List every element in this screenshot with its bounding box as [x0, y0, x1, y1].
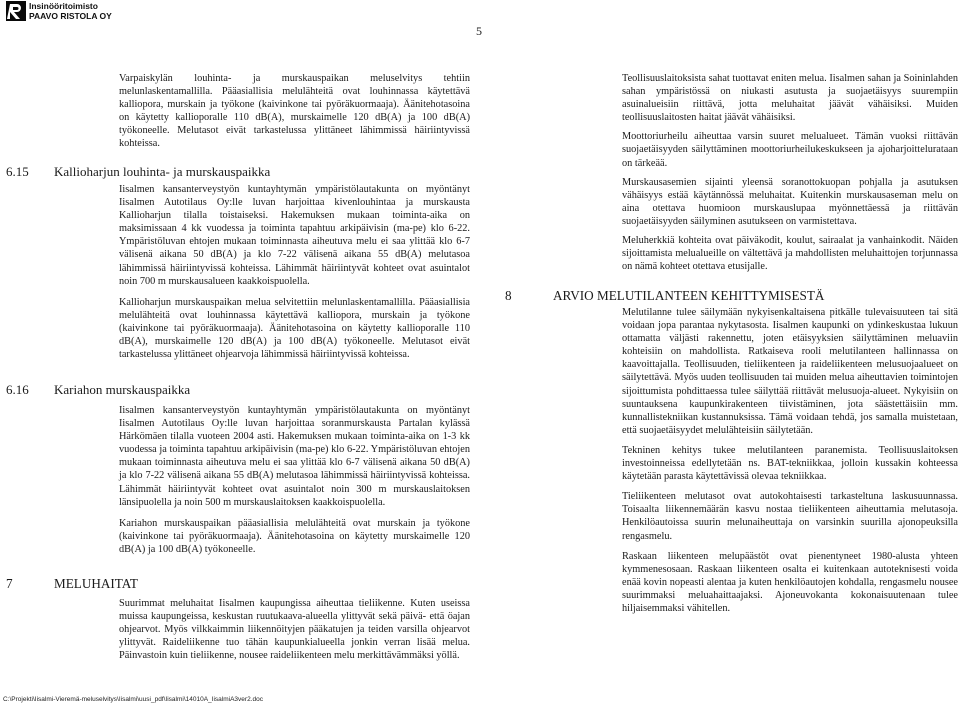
- s8-paragraph-3: Tieliikenteen melutasot ovat autokohtaisesti tarkasteltuna laskusuunnassa. Toisaalta liikennemäärän kasvu nostaa tieliikenteen aiheuttamia melutasoja. Henkilöautoissa suurin melunaiheuttaja on varsinkin suurilla ajonopeuksilla rengasmelu.: [622, 491, 958, 542]
- s7-paragraph-1: Suurimmat meluhaitat Iisalmen kaupungissa aiheuttaa tieliikenne. Kuten useissa muissa kaupungeissa, keskustan ruutukaava-alueella ylittyvät sekä päivä- että öajan ohjearvot. Myös vilkkaimmin liikennöityjen pääkatujen ja teiden varsilla ohjearvot ylittyvät. Raideliikenne tuo tähän kaupunkialueella jonkin verran lisää melua. Päinvastoin kuin tieliikenne, nousee raideliikenteen melu merkittävämmäksi yöllä.: [119, 598, 470, 662]
- right-paragraph-2: Moottoriurheilu aiheuttaa varsin suuret melualueet. Tämän vuoksi riittävän suojaetäisyyden säilyttäminen moottoriurheilukeskukseen ja ajoharjoittelurataan on tärkeää.: [622, 131, 958, 169]
- section-7-body: [119, 597, 470, 662]
- page-number: 5: [476, 24, 482, 38]
- section-title: ARVIO MELUTILANTEEN KEHITTYMISESTÄ: [553, 288, 825, 303]
- logo-line2: PAAVO RISTOLA OY: [29, 11, 112, 21]
- section-8-body: [622, 306, 958, 615]
- section-8-heading: [505, 288, 824, 304]
- footer-file-path: C:\Projekti\Iisalmi-Vieremä-meluselvitys\Iisalmi\uusi_pdf\Iisalmi\14010A_IisalmiA3ver2.doc: [3, 696, 263, 703]
- intro-text: Varpaiskylän louhinta- ja murskauspaikan meluselvitys tehtiin melunlaskentamallilla. Pääasiallisia melulähteitä ovat louhinnassa käytettävä kalliopora, murskain ja työkone (kaivinkone tai pyöräkuormaaja). Äänitehotasoina on käytetty kallioporalle 110 dB(A), murskaimelle 120 dB(A) ja 100 dB(A) työkoneelle. Melutasot eivät tarkastelussa ylittäneet lähimmissä häiriintyvissä kohteissa.: [119, 73, 470, 150]
- right-paragraph-3: Murskausasemien sijainti yleensä soranottokuopan pohjalla ja asutuksen vähäisyys estää käytännössä meluhaitat. Kuitenkin murskausaseman melu on aina otettava huomioon murskauslupaa myönnettäessä ja riittävän suojaetäisyyden säilyminen asutukseen on varmistettava.: [622, 176, 958, 227]
- s616-paragraph-2: Kariahon murskauspaikan pääasiallisia melulähteitä ovat murskain ja työkone (kaivinkone tai pyöräkuormaaja). Äänitehotasoina on käytetty murskaimelle 120 dB(A) ja 100 dB(A) työkoneelle.: [119, 517, 470, 555]
- section-title: MELUHAITAT: [54, 576, 138, 591]
- section-number: 7: [6, 576, 13, 591]
- logo-line1: Insinööritoimisto: [29, 1, 98, 11]
- section-number: 8: [505, 288, 512, 303]
- s8-paragraph-4: Raskaan liikenteen melupäästöt ovat pienentyneet 1980-alusta yhteen kymmenesosaan. Raskaan liikenteen osalta ei kuitenkaan autoteknisesti voida enää kovin nopeasti alentaa ja kuten henkilöautojen kohdalla, rengasmelu nousee suurimmaksi meluahaittaajaksi. Ajoneuvokanta kokonaisuutenaan tulee hiljaisemmaksi vähitellen.: [622, 550, 958, 614]
- company-logo: [6, 1, 156, 23]
- section-6-16-heading: [6, 382, 190, 398]
- section-title: Kariahon murskauspaikka: [54, 382, 191, 397]
- s615-paragraph-2: Kallioharjun murskauspaikan melua selvitettiin melunlaskentamallilla. Pääasiallisia melulähteitä ovat louhinnassa käytettävä kalliopora, murskain ja työkone (kaivinkone tai pyöräkuormaaja). Äänitehotasoina on käytetty kallioporalle 110 dB(A), murskaimelle 120 dB(A) ja 100 dB(A) työkoneelle. Melutasot eivät tarkastelussa ylittäneet ohjearvoja lähimmissä häiriintyvissä kohteissa.: [119, 296, 470, 361]
- intro-paragraph: [119, 72, 470, 151]
- s8-paragraph-2: Tekninen kehitys tukee melutilanteen paranemista. Teollisuuslaitoksen investoinneissa edellytetään ns. BAT-tekniikkaa, jolloin kussakin kohteessa käytetään parasta käytettävissä olevaa tekniikkaa.: [622, 444, 958, 483]
- right-paragraph-4: Meluherkkiä kohteita ovat päiväkodit, koulut, sairaalat ja vanhainkodit. Näiden sijoittamista melualueille on vältettävä ja mahdollisten meluhaittojen torjunnassa on nämä kohteet otettava etusijalle.: [622, 235, 958, 273]
- s8-paragraph-1: Melutilanne tulee säilymään nykyisenkaltaisena pitkälle tulevaisuuteen tai sitä voidaan jopa parantaa nykytasosta. Iisalmen kaupunki on ydinkeskustaa lukuun ottamatta väljästi rakennettu, joten etäisyyksien säilyttäminen meluaviin kohteisiin on mahdollista. Ratkaiseva rooli melutilanteen hallinnassa on kaavoittajalla. Teollisuuden, tieliikenteen ja raideliikenteen melusuojaalueet on säilytettävä. Myös uuden teollisuuden tai muiden melua aiheuttavien toimintojen sijoittumista pohdittaessa tulee säilyttää riittävät melusuoja-alueet. Nykyisiin on suuntauksena kaupunkirakenteen tiivistäminen, jota säästettäisiin mm. kunnallistekniikan kustannuksissa. Tämä voidaan tehdä, jos samalla muistetaan, että suojaetäisyydet melulähteisiin säilytetään.: [622, 307, 958, 436]
- right-column-top: [622, 72, 958, 273]
- section-number: 6.15: [6, 164, 29, 179]
- s615-paragraph-1: Iisalmen kansanterveystyön kuntayhtymän ympäristölautakunta on myöntänyt Iisalmen Autotilaus Oy:lle luvan harjoittaa kivenlouhintaa ja murskausta Kallioharjun tilalla toistaiseksi. Hakemuksen mukaan toiminta-aika on maksimissaan 4 kk vuodessa ja toiminta tapahtuu arkipäivisin (ma-pe) klo 6-22. Ympäristöluvan ehtojen mukaan toiminnasta aiheutuva melu ei saa ylittää klo 6-7 välisenä aikana 50 dB(A) ja klo 7-22 välisenä aikana 55 dB(A) melutasoa lähimmissä häiriintyvissä kohteissa. Lähimmät häiriintyvät kohteet ovat asuintalot noin 700 m murskausalueen kaakkoispuolella.: [119, 184, 470, 287]
- section-title: Kallioharjun louhinta- ja murskauspaikka: [54, 164, 271, 179]
- right-paragraph-1: Teollisuuslaitoksista sahat tuottavat eniten melua. Iisalmen sahan ja Soininlahden sahan ympäristössä on niukasti asutusta ja suojaetäisyys suurempiin asuinalueisiin riittävä, jotta meluhaitat jäävät vähäisiksi. Muiden teollisuuslaitosten haitat jäävät vähäisiksi.: [622, 73, 958, 124]
- section-6-15-heading: [6, 164, 270, 180]
- section-6-15-body: [119, 183, 470, 361]
- s616-paragraph-1: Iisalmen kansanterveystyön kuntayhtymän ympäristölautakunta on myöntänyt Iisalmen Autotilaus Oy:lle luvan harjoittaa soranmurskausta Partalan kylässä Härkömäen tilalla vuoteen 2004 asti. Hakemuksen mukaan toiminta-aika on 1-3 kk vuodessa ja toiminta tapahtuu arkipäivisin (ma-pe) klo 6-22. Ympäristöluvan ehtojen mukaan toiminnasta aiheutuva melu ei saa ylittää klo 6-7 välisenä aikana 50 dB(A) ja klo 7-22 välisenä aikana 55 dB(A) melutasoa lähimmissä häiriintyvissä kohteissa. Lähimmät häiriintyvät kohteet ovat asuintalot noin 300 m murskauslaitoksen länsipuolella ja noin 500 m murskauslaitoksen kaakkoispuolella.: [119, 405, 470, 508]
- section-number: 6.16: [6, 382, 29, 397]
- section-6-16-body: [119, 404, 470, 556]
- section-7-heading: [6, 576, 138, 592]
